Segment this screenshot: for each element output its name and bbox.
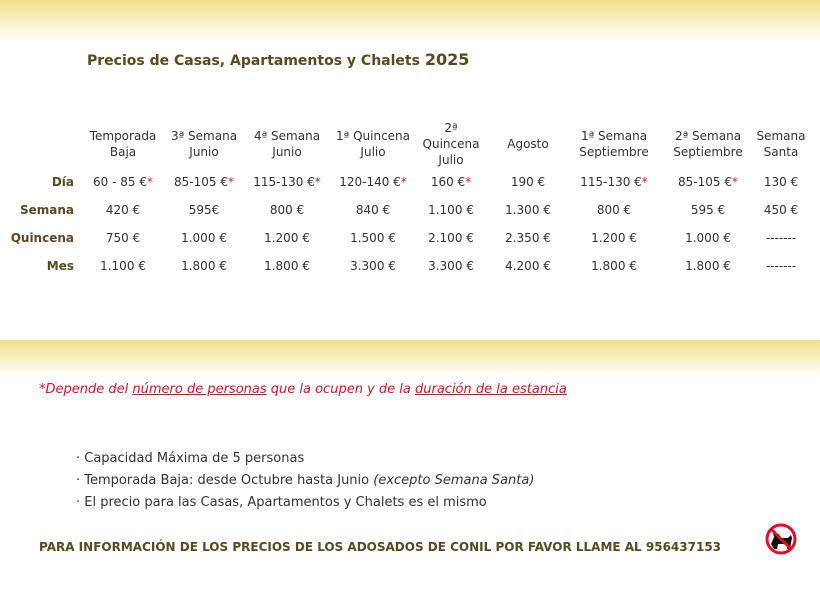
price-cell: 1.800 € bbox=[181, 259, 227, 273]
asterisk-mark: * bbox=[465, 175, 472, 189]
price-cell: 420 € bbox=[105, 203, 141, 217]
price-cell: 1.800 € bbox=[264, 259, 310, 273]
top-gold-band bbox=[0, 0, 820, 42]
price-cell: 750 € bbox=[105, 231, 141, 245]
price-cell: 60 - 85 €* bbox=[93, 175, 153, 189]
price-cell: 160 €* bbox=[430, 175, 472, 189]
info-item: · El precio para las Casas, Apartamentos y Chalets es el mismo bbox=[76, 492, 534, 514]
note-prefix: *Depende del bbox=[39, 382, 133, 397]
price-cell: 840 € bbox=[355, 203, 391, 217]
price-cell: 1.000 € bbox=[685, 231, 731, 245]
price-cell: ------- bbox=[765, 259, 797, 273]
note-middle: que la ocupen y de la bbox=[266, 382, 415, 397]
asterisk-mark: * bbox=[227, 175, 234, 189]
price-cell: 1.100 € bbox=[428, 203, 474, 217]
asterisk-mark: * bbox=[146, 175, 153, 189]
asterisk-mark: * bbox=[400, 175, 407, 189]
middle-gold-band bbox=[0, 340, 820, 376]
price-cell: 800 € bbox=[269, 203, 305, 217]
info-list bbox=[76, 448, 534, 514]
column-header: Temporada Baja bbox=[89, 129, 157, 159]
info-item: · Temporada Baja: desde Octubre hasta Junio (excepto Semana Santa) bbox=[76, 470, 534, 492]
price-cell: 115-130 €* bbox=[580, 175, 648, 189]
price-cell: 1.500 € bbox=[350, 231, 396, 245]
table-header-row bbox=[8, 120, 806, 168]
column-header: Agosto bbox=[507, 137, 549, 151]
price-cell: 1.200 € bbox=[264, 231, 310, 245]
asterisk-mark: * bbox=[314, 175, 321, 189]
row-label: Día bbox=[51, 175, 74, 189]
price-note bbox=[39, 382, 567, 397]
price-cell: 800 € bbox=[596, 203, 632, 217]
price-cell: 3.300 € bbox=[350, 259, 396, 273]
corner-cell bbox=[8, 120, 80, 168]
page-title bbox=[87, 50, 469, 69]
info-item: · Capacidad Máxima de 5 personas bbox=[76, 448, 534, 470]
price-cell: 1.100 € bbox=[100, 259, 146, 273]
column-header: 2ª Semana Septiembre bbox=[673, 129, 743, 159]
price-cell: 85-105 €* bbox=[174, 175, 234, 189]
table-row bbox=[8, 168, 806, 196]
price-cell: 2.100 € bbox=[428, 231, 474, 245]
price-cell: 120-140 €* bbox=[339, 175, 407, 189]
price-cell: 4.200 € bbox=[505, 259, 551, 273]
column-header: 4ª Semana Junio bbox=[253, 129, 321, 159]
price-cell: 190 € bbox=[510, 175, 546, 189]
price-cell: 450 € bbox=[763, 203, 799, 217]
price-cell: 595 € bbox=[690, 203, 726, 217]
price-cell: ------- bbox=[765, 231, 797, 245]
price-cell: 1.200 € bbox=[591, 231, 637, 245]
asterisk-mark: * bbox=[731, 175, 738, 189]
price-cell: 1.000 € bbox=[181, 231, 227, 245]
row-label: Quincena bbox=[10, 231, 74, 245]
price-table bbox=[8, 120, 806, 280]
price-cell: 115-130 €* bbox=[253, 175, 321, 189]
column-header: 3ª Semana Junio bbox=[170, 129, 238, 159]
price-cell: 2.350 € bbox=[505, 231, 551, 245]
column-header: 1ª Quincena Julio bbox=[335, 129, 411, 159]
column-header: Semana Santa bbox=[756, 129, 806, 159]
row-label: Semana bbox=[19, 203, 74, 217]
note-link-duration[interactable]: duración de la estancia bbox=[415, 382, 567, 397]
price-cell: 1.800 € bbox=[591, 259, 637, 273]
row-label: Mes bbox=[46, 259, 74, 273]
note-link-persons[interactable]: número de personas bbox=[132, 382, 267, 397]
contact-notice: PARA INFORMACIÓN DE LOS PRECIOS DE LOS ADOSADOS DE CONIL POR FAVOR LLAME AL 956437153 bbox=[39, 540, 722, 554]
title-year: 2025 bbox=[424, 50, 470, 69]
table-row bbox=[8, 224, 806, 252]
table-body bbox=[8, 168, 806, 280]
price-cell: 3.300 € bbox=[428, 259, 474, 273]
no-dogs-icon bbox=[764, 522, 798, 556]
price-cell: 595€ bbox=[188, 203, 220, 217]
title-text: Precios de Casas, Apartamentos y Chalets bbox=[87, 53, 420, 69]
asterisk-mark: * bbox=[641, 175, 648, 189]
price-cell: 1.300 € bbox=[505, 203, 551, 217]
price-cell: 130 € bbox=[763, 175, 799, 189]
column-header: 1ª Semana Septiembre bbox=[579, 129, 649, 159]
price-cell: 1.800 € bbox=[685, 259, 731, 273]
table-row bbox=[8, 252, 806, 280]
price-cell: 85-105 €* bbox=[678, 175, 738, 189]
column-header: 2ª Quincena Julio bbox=[422, 121, 480, 167]
table-row bbox=[8, 196, 806, 224]
